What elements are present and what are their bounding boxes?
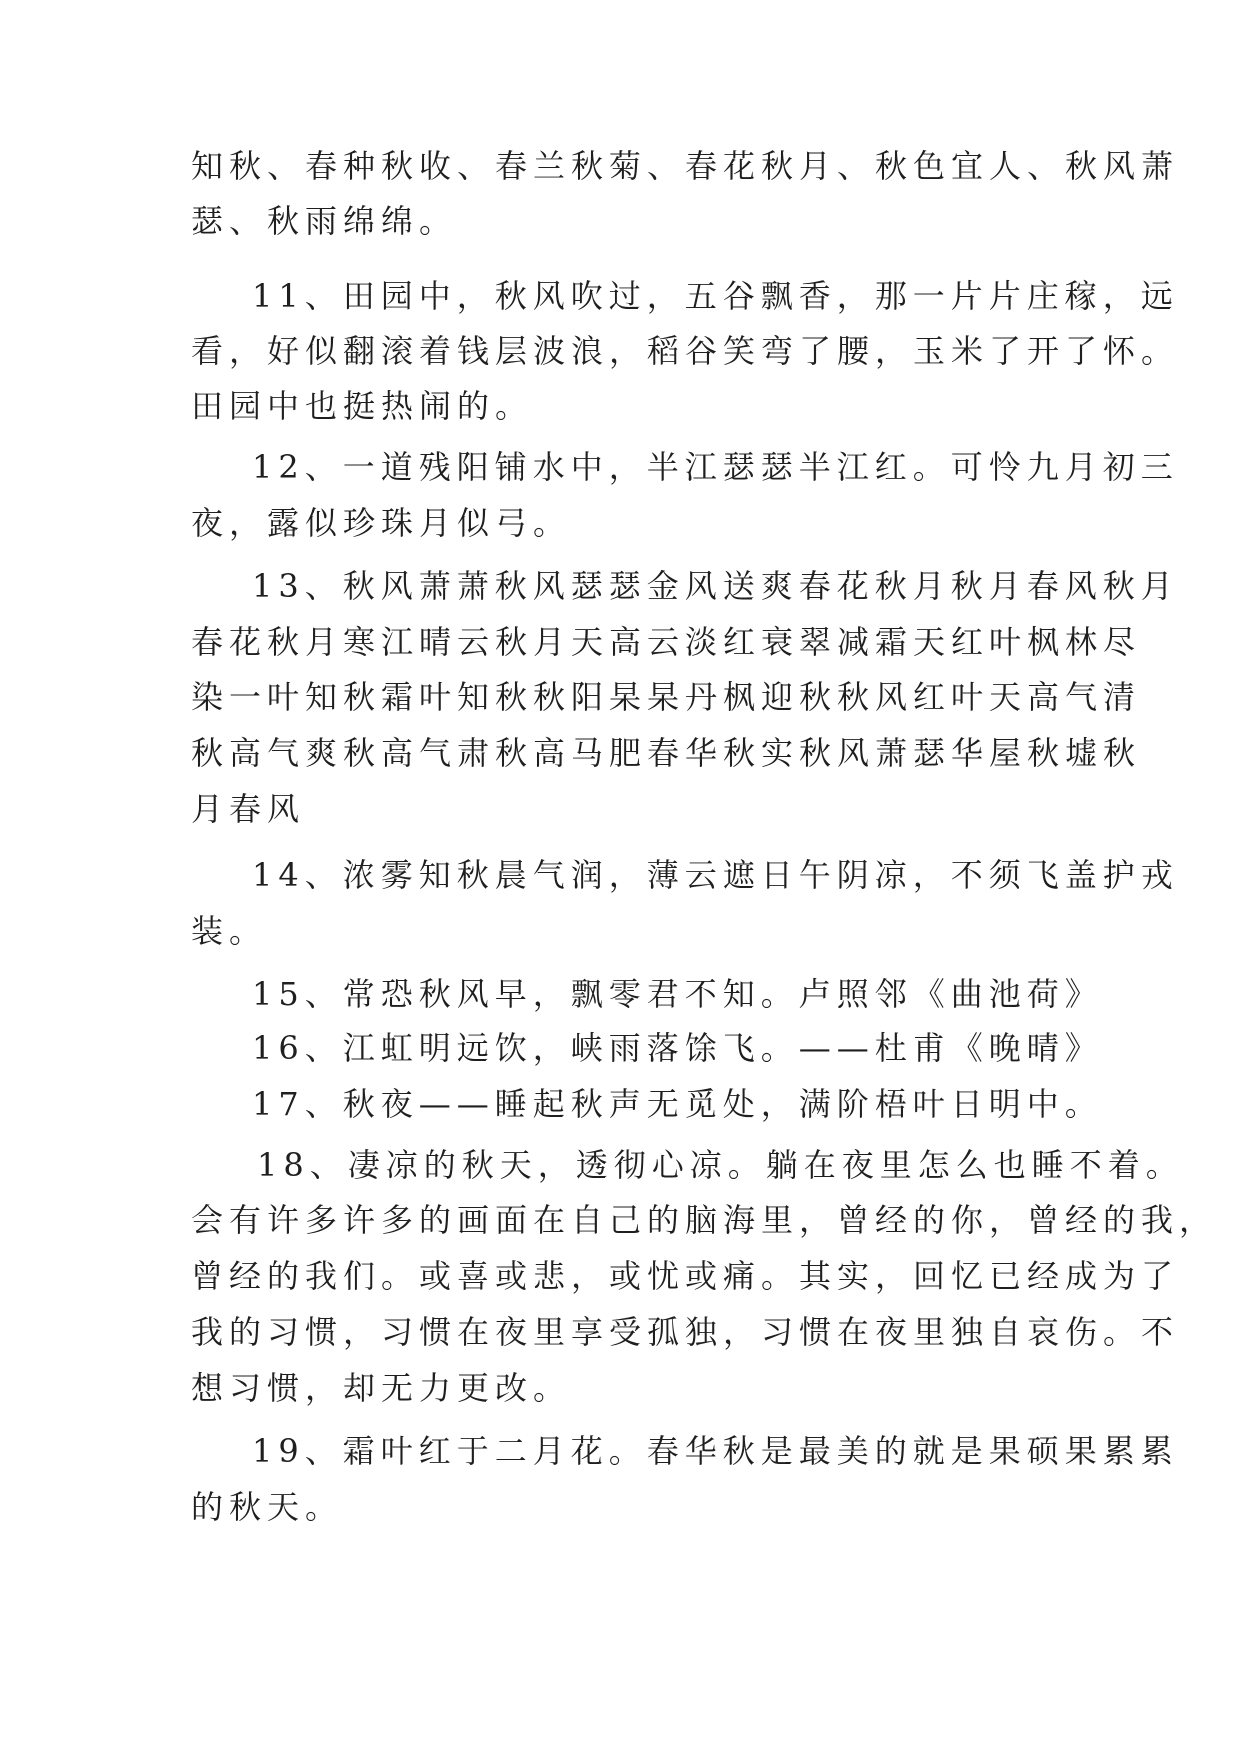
text-line: 装。	[191, 912, 268, 950]
paragraph-18-start: 18、凄凉的秋天，透彻心凉。躺在夜里怎么也睡不着。	[257, 1146, 1184, 1184]
text-line: 瑟、秋雨绵绵。	[191, 202, 458, 240]
text-line: 染一叶知秋霜叶知秋秋阳杲杲丹枫迎秋秋风红叶天高气清	[191, 678, 1142, 716]
paragraph-14-start: 14、浓雾知秋晨气润，薄云遮日午阴凉，不须飞盖护戎	[252, 856, 1179, 894]
text-line: 的秋天。	[191, 1488, 344, 1526]
text-line: 田园中也挺热闹的。	[191, 387, 534, 425]
text-line: 会有许多许多的画面在自己的脑海里，曾经的你，曾经的我，	[191, 1201, 1218, 1239]
text-line: 秋高气爽秋高气肃秋高马肥春华秋实秋风萧瑟华屋秋墟秋	[191, 734, 1142, 772]
text-line: 夜，露似珍珠月似弓。	[191, 504, 572, 542]
text-line: 春花秋月寒江晴云秋月天高云淡红衰翠减霜天红叶枫林尽	[191, 623, 1142, 661]
text-line: 看，好似翻滚着钱层波浪，稻谷笑弯了腰，玉米了开了怀。	[191, 332, 1180, 370]
paragraph-13-start: 13、秋风萧萧秋风瑟瑟金风送爽春花秋月秋月春风秋月	[252, 567, 1179, 605]
text-line: 知秋、春种秋收、春兰秋菊、春花秋月、秋色宜人、秋风萧	[191, 147, 1180, 185]
paragraph-19-start: 19、霜叶红于二月花。春华秋是最美的就是果硕果累累	[252, 1432, 1179, 1470]
paragraph-15: 15、常恐秋风早，飘零君不知。卢照邻《曲池荷》	[252, 975, 1103, 1013]
paragraph-16: 16、江虹明远饮，峡雨落馀飞。——杜甫《晚晴》	[252, 1029, 1103, 1067]
text-line: 我的习惯，习惯在夜里享受孤独，习惯在夜里独自哀伤。不	[191, 1313, 1180, 1351]
paragraph-11-start: 11、田园中，秋风吹过，五谷飘香，那一片片庄稼，远	[252, 277, 1179, 315]
text-line: 曾经的我们。或喜或悲，或忧或痛。其实，回忆已经成为了	[191, 1257, 1180, 1295]
paragraph-17: 17、秋夜——睡起秋声无觅处，满阶梧叶日明中。	[252, 1085, 1103, 1123]
paragraph-12-start: 12、一道残阳铺水中，半江瑟瑟半江红。可怜九月初三	[252, 448, 1179, 486]
text-line: 想习惯，却无力更改。	[191, 1369, 572, 1407]
text-line: 月春风	[191, 790, 306, 828]
